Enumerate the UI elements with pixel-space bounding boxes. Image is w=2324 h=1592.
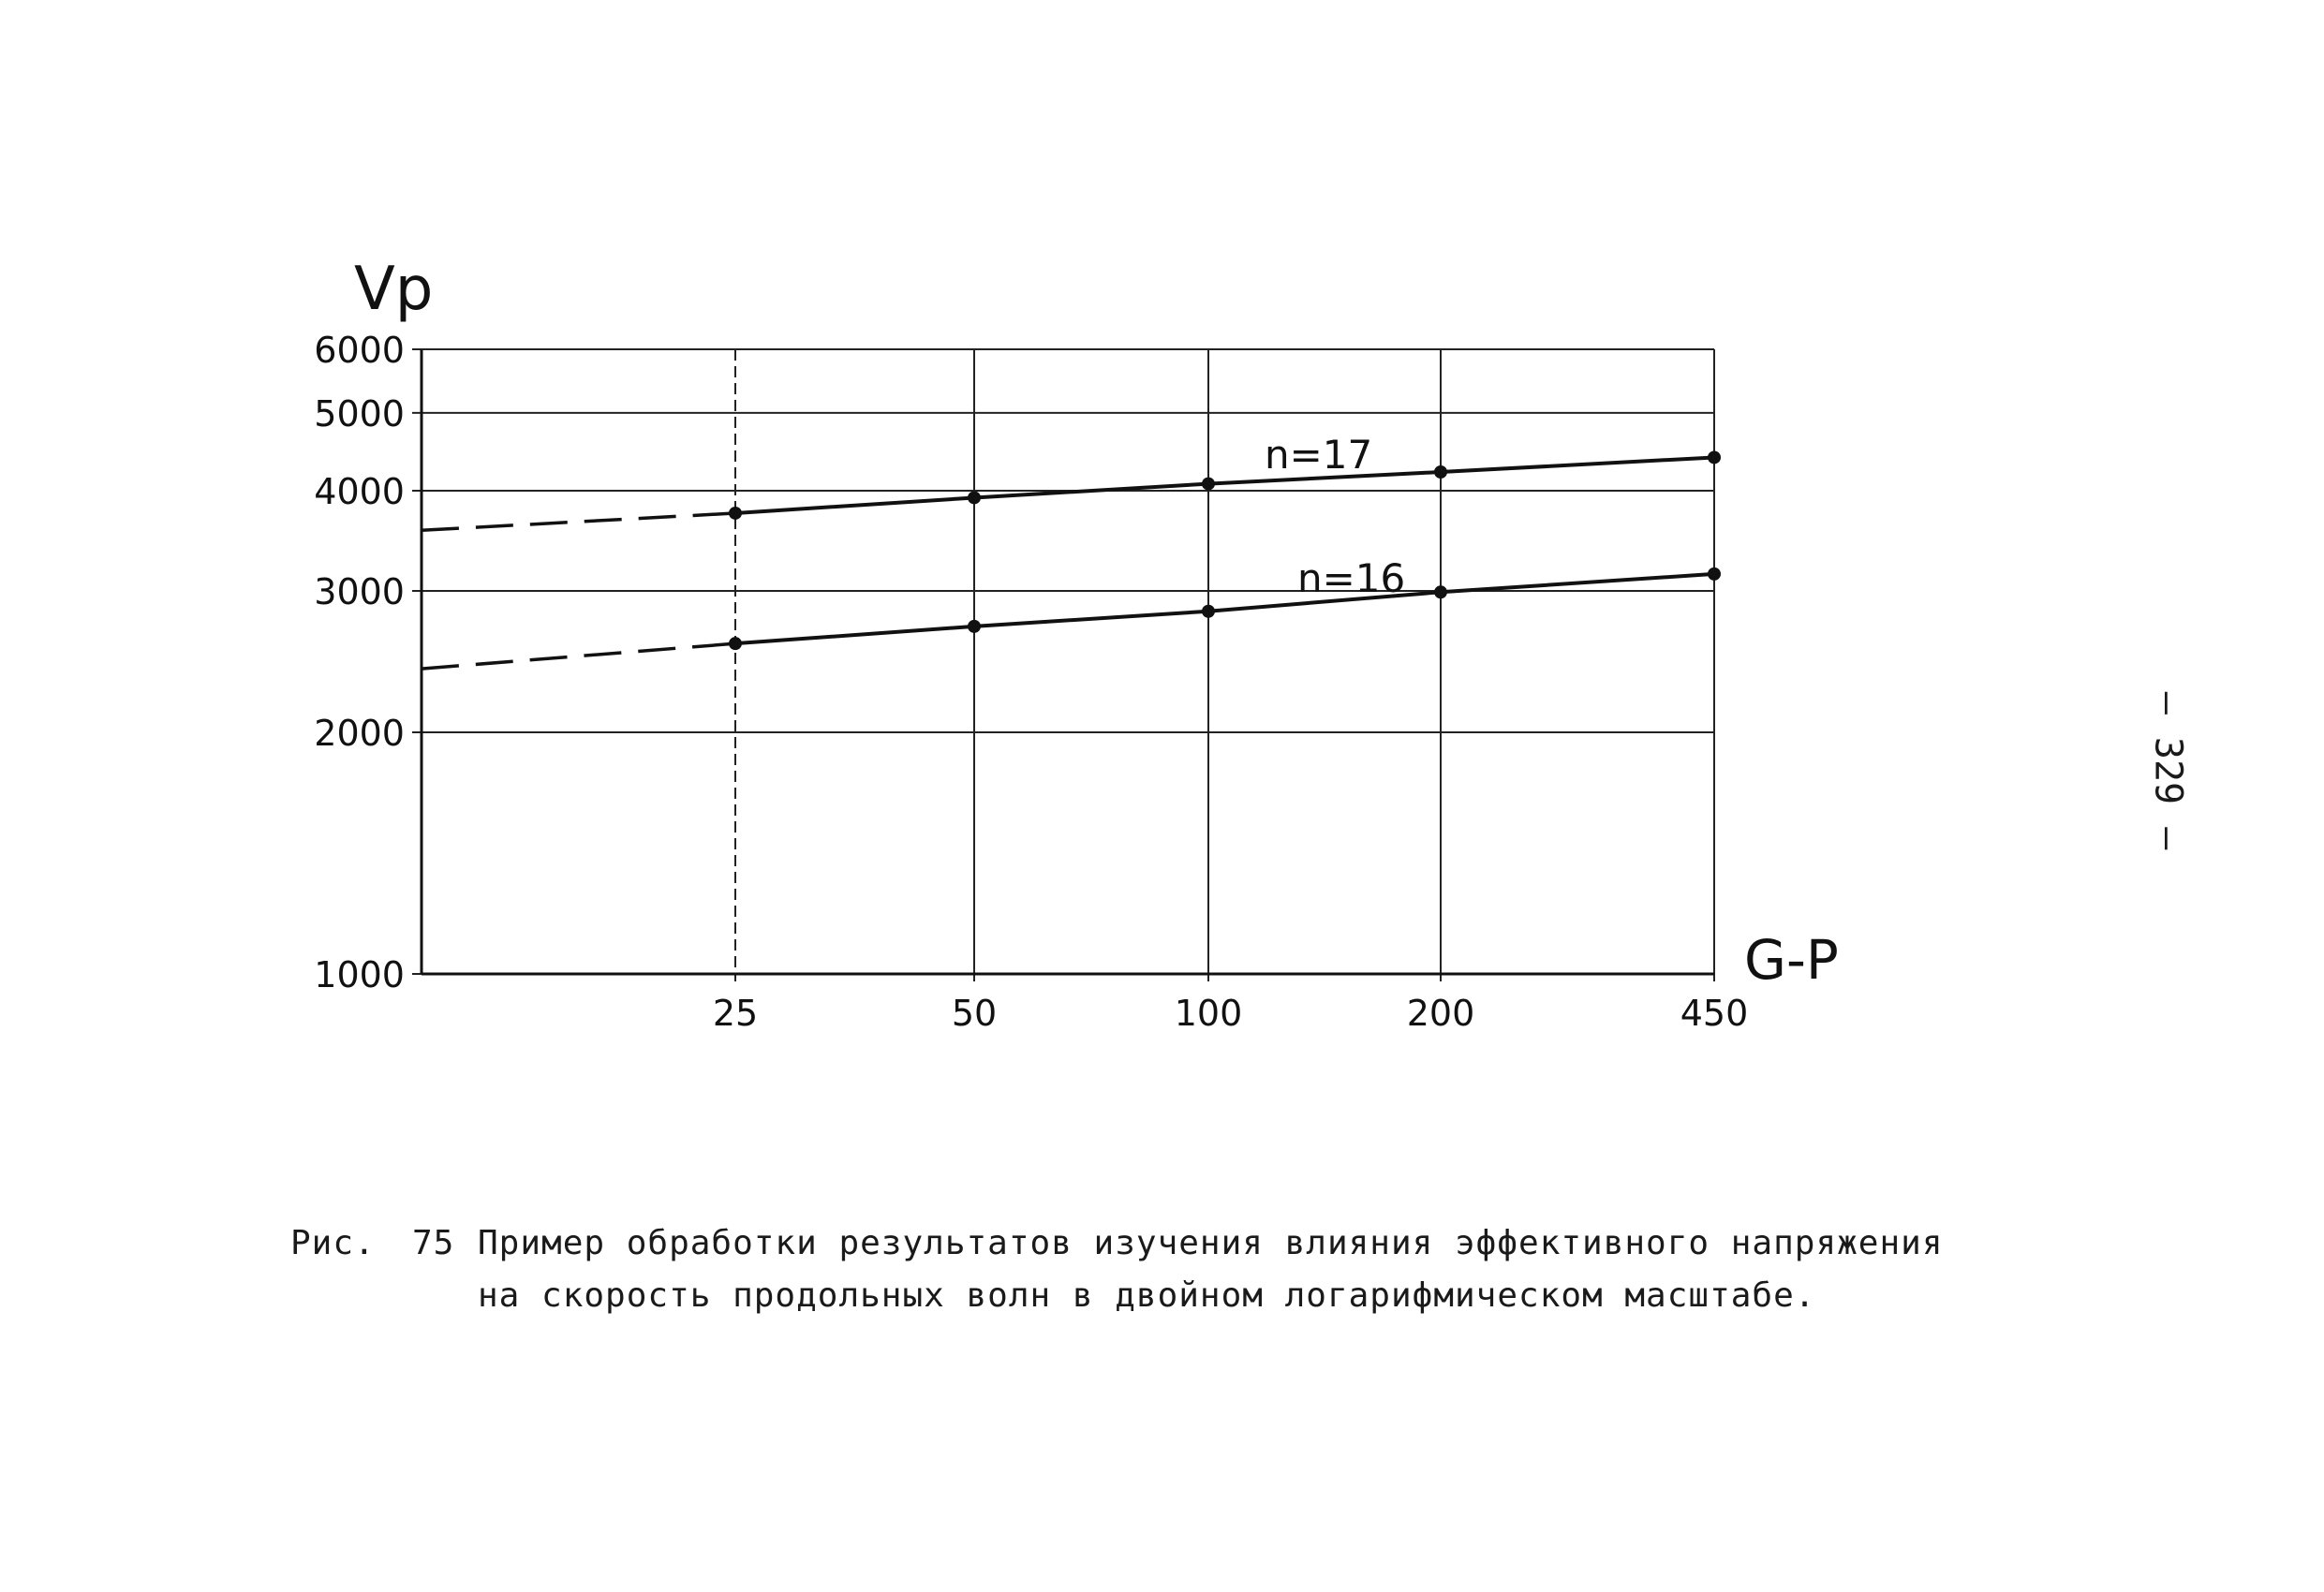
series-label: n=16 xyxy=(1297,555,1406,601)
chart-labels xyxy=(314,255,1839,1034)
y-tick-label: 1000 xyxy=(314,954,405,995)
data-point xyxy=(968,620,981,633)
data-point xyxy=(1434,585,1447,598)
y-tick-label: 6000 xyxy=(314,330,405,371)
series-label: n=17 xyxy=(1265,432,1373,478)
data-point xyxy=(1434,465,1447,479)
series-extrapolation xyxy=(422,643,735,669)
caption-text-1: Пример обработки результатов изучения влияния эффективного напряжения xyxy=(478,1224,1944,1262)
x-axis-title: G-P xyxy=(1744,928,1839,992)
caption-number: 75 xyxy=(412,1224,455,1262)
figure-caption xyxy=(290,1217,1976,1322)
data-point xyxy=(1202,605,1215,618)
chart-grid xyxy=(412,349,1714,981)
x-tick-label: 25 xyxy=(712,993,759,1034)
page-number: – 329 – xyxy=(2146,691,2190,850)
data-point xyxy=(968,491,981,504)
y-tick-label: 2000 xyxy=(314,712,405,754)
x-tick-label: 450 xyxy=(1680,993,1749,1034)
data-point xyxy=(1708,450,1721,464)
series-extrapolation xyxy=(422,513,735,530)
y-tick-label: 3000 xyxy=(314,571,405,613)
y-axis-title: Vp xyxy=(354,255,434,324)
chart-series xyxy=(422,450,1721,669)
y-tick-label: 5000 xyxy=(314,392,405,435)
data-point xyxy=(729,507,742,520)
x-tick-label: 50 xyxy=(951,993,998,1034)
y-tick-label: 4000 xyxy=(314,470,405,512)
data-point xyxy=(1708,568,1721,581)
chart-axes xyxy=(422,349,1714,974)
series-line xyxy=(735,574,1714,643)
x-tick-label: 200 xyxy=(1406,993,1475,1034)
data-point xyxy=(729,637,742,650)
series-line xyxy=(735,457,1714,513)
caption-line-1 xyxy=(290,1217,1976,1270)
data-point xyxy=(1202,478,1215,491)
caption-line-2: на скорость продольных волн в двойном логарифмическом масштабе. xyxy=(478,1276,1816,1315)
x-tick-label: 100 xyxy=(1174,993,1243,1034)
caption-prefix: Рис. xyxy=(290,1224,376,1262)
